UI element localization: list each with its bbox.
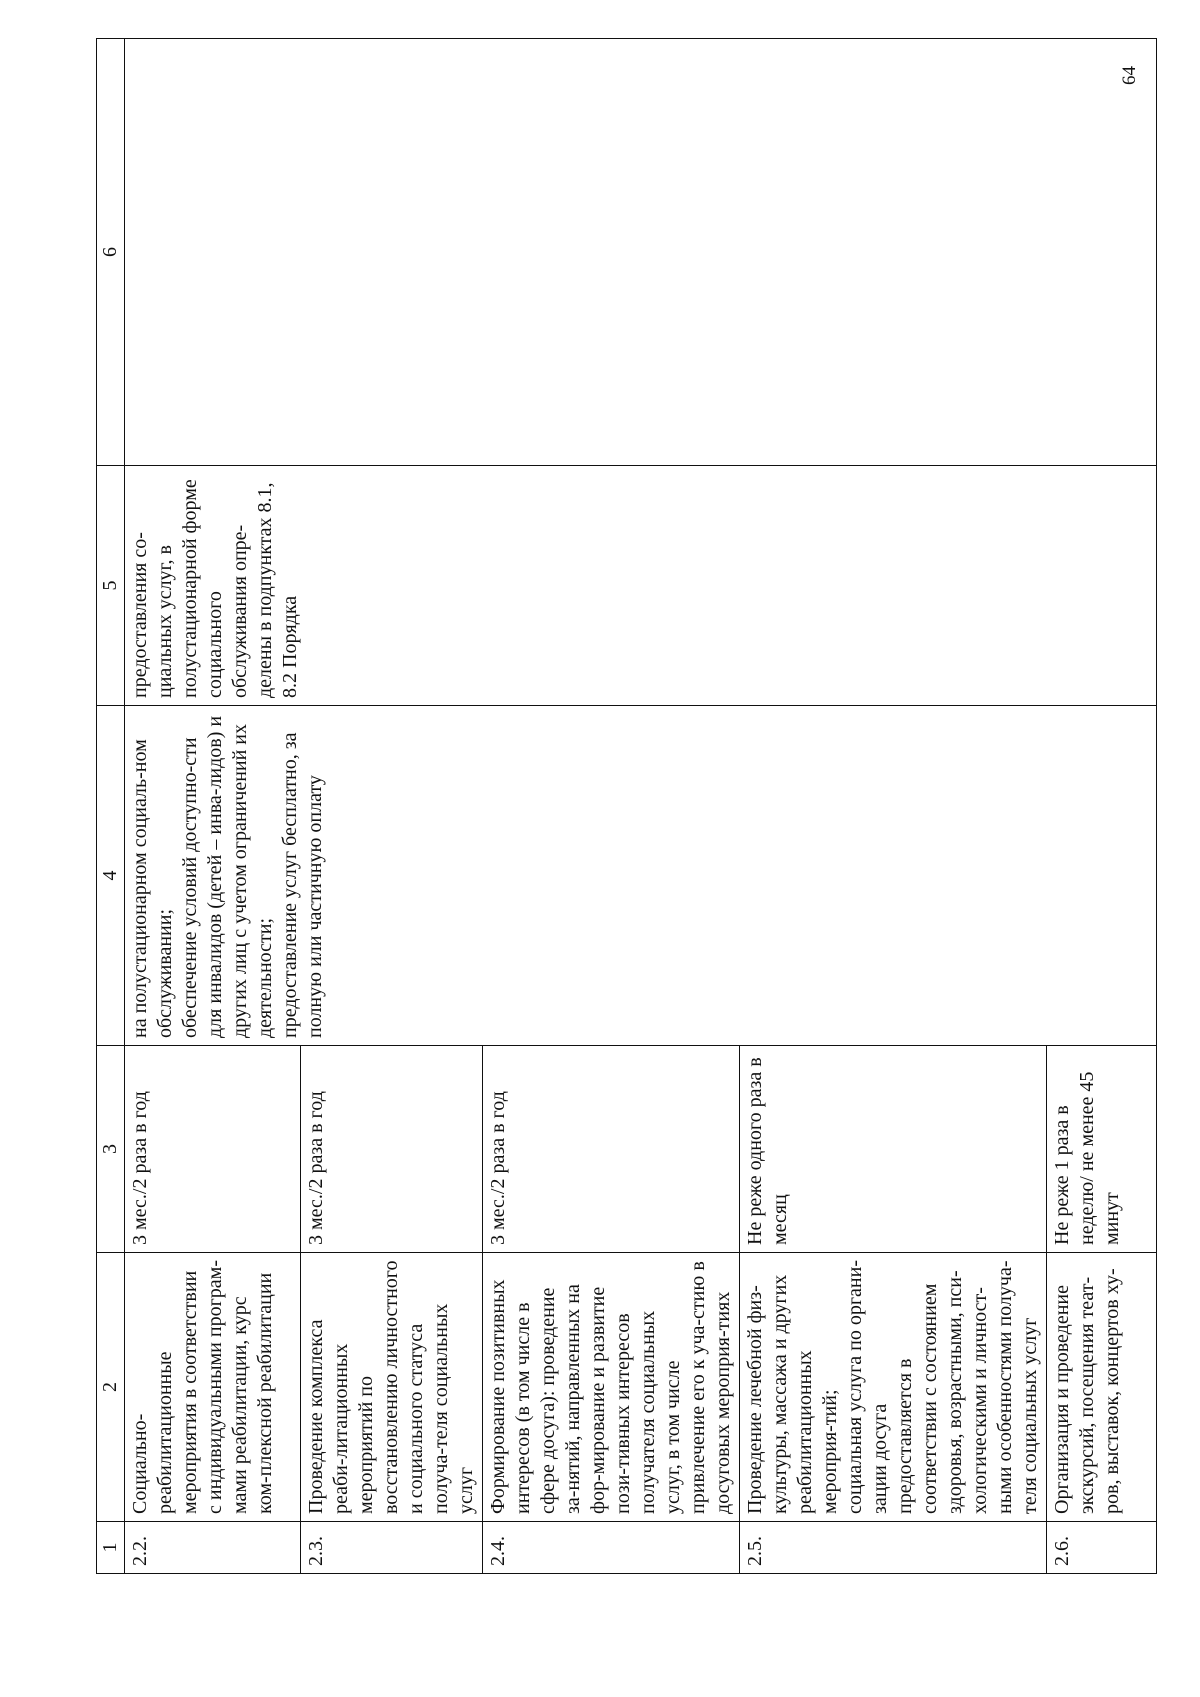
service-frequency: 3 мес./2 раза в год bbox=[483, 1046, 740, 1253]
service-description: Социально-реабилитационные мероприятия в соответствии с индивидуальными програм-мами реабилитации, курс ком-плексной реабилитации bbox=[125, 1253, 301, 1522]
service-frequency: 3 мес./2 раза в год bbox=[301, 1046, 483, 1253]
header-col-4: 4 bbox=[97, 706, 125, 1046]
column-5-continuation bbox=[483, 466, 1157, 706]
header-col-5: 5 bbox=[97, 466, 125, 706]
header-col-1: 1 bbox=[97, 1522, 125, 1574]
service-frequency: 3 мес./2 раза в год bbox=[125, 1046, 301, 1253]
service-description: Организация и проведение экскурсий, посещения теат-ров, выставок, концертов ху- bbox=[1047, 1253, 1157, 1522]
service-frequency: Не реже 1 раза в неделю/ не менее 45 минут bbox=[1047, 1046, 1157, 1253]
service-notes bbox=[125, 39, 483, 466]
table-row bbox=[483, 39, 740, 1574]
header-col-6: 6 bbox=[97, 39, 125, 466]
service-description: Формирование позитивных интересов (в том числе в сфере досуга): проведение за-нятий, направленных на фор-мирование и развитие пози-тивных интересов получателя социальных услуг, в том числе привлечение его к уча-стию в досуговых мероприя-тиях bbox=[483, 1253, 740, 1522]
header-col-2: 2 bbox=[97, 1253, 125, 1522]
services-table bbox=[96, 38, 1157, 1574]
table-row bbox=[125, 39, 301, 1574]
service-conditions: на полустационарном социаль-ном обслуживании; обеспечение условий доступно-сти для инвалидов (детей – инва-лидов) и других лиц с учетом ограничений их деятельности; предоставление услуг бесплатно, за полную или частичную оплату bbox=[125, 706, 483, 1046]
column-4-continuation bbox=[483, 706, 1157, 1046]
service-evaluation: предоставления со-циальных услуг, в полустационарной форме социального обслуживания опре-делены в подпунктах 8.1, 8.2 Порядка bbox=[125, 466, 483, 706]
service-description: Проведение комплекса реаби-литационных мероприятий по восстановлению личностного и социального статуса получа-теля социальных услуг bbox=[301, 1253, 483, 1522]
column-6-continuation bbox=[483, 39, 1157, 466]
header-col-3: 3 bbox=[97, 1046, 125, 1253]
service-frequency: Не реже одного раза в месяц bbox=[740, 1046, 1047, 1253]
row-number: 2.6. bbox=[1047, 1522, 1157, 1574]
row-number: 2.5. bbox=[740, 1522, 1047, 1574]
row-number: 2.4. bbox=[483, 1522, 740, 1574]
row-number: 2.2. bbox=[125, 1522, 301, 1574]
service-description: Проведение лечебной физ-культуры, массажа и других реабилитационных мероприя-тий; социальная услуга по органи-зации досуга предоставляется в соответствии с состоянием здоровья, возрастными, пси-хологическими и личност-ными особенностями получа-теля социальных услуг bbox=[740, 1253, 1047, 1522]
page-number: 64 bbox=[1119, 66, 1140, 85]
header-row bbox=[97, 39, 125, 1574]
row-number: 2.3. bbox=[301, 1522, 483, 1574]
